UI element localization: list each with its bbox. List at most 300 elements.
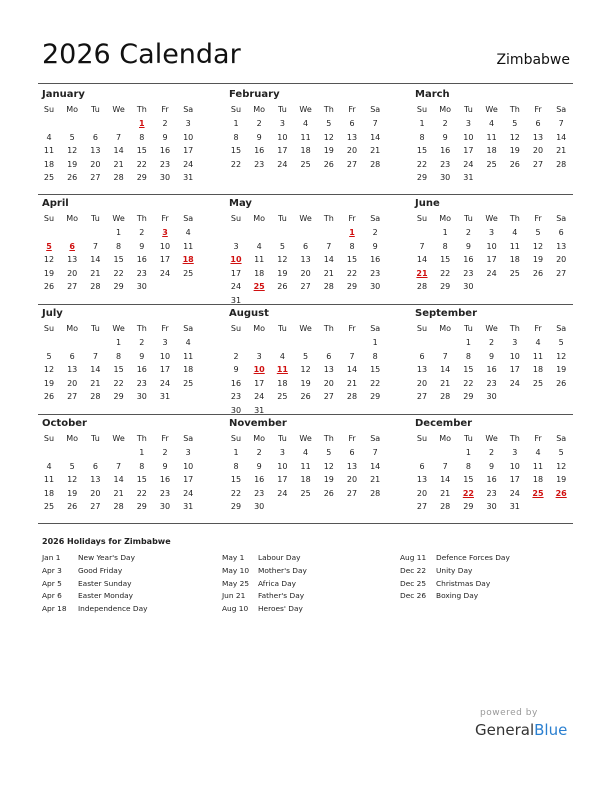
day-cell[interactable]: 13	[556, 241, 567, 251]
day-cell[interactable]: 27	[300, 282, 311, 292]
day-cell[interactable]: 29	[113, 392, 124, 402]
day-cell[interactable]: 22	[370, 378, 381, 388]
day-cell[interactable]: 8	[116, 241, 122, 251]
day-cell[interactable]: 12	[67, 146, 78, 156]
day-cell[interactable]: 19	[43, 378, 55, 388]
holiday-day-cell[interactable]: 22	[462, 488, 474, 498]
day-cell[interactable]: 9	[139, 351, 145, 361]
day-cell[interactable]: 31	[159, 392, 171, 402]
day-cell[interactable]: 14	[440, 365, 451, 375]
holiday-day-cell[interactable]: 11	[276, 365, 288, 375]
day-cell[interactable]: 28	[440, 502, 451, 512]
day-cell[interactable]: 8	[139, 132, 145, 142]
day-cell[interactable]: 21	[113, 488, 124, 498]
day-cell[interactable]: 18	[300, 475, 311, 485]
day-cell[interactable]: 4	[489, 119, 495, 128]
day-cell[interactable]: 8	[139, 461, 145, 471]
day-cell[interactable]: 19	[556, 365, 567, 375]
day-cell[interactable]: 12	[556, 461, 567, 471]
day-cell[interactable]: 28	[416, 282, 428, 292]
day-cell[interactable]: 4	[535, 338, 541, 347]
day-cell[interactable]: 2	[465, 228, 471, 237]
day-cell[interactable]: 13	[416, 475, 428, 485]
day-cell[interactable]: 28	[440, 392, 451, 402]
day-cell[interactable]: 4	[256, 241, 262, 251]
day-cell[interactable]: 16	[370, 255, 381, 265]
day-cell[interactable]: 20	[416, 378, 428, 388]
day-cell[interactable]: 27	[532, 159, 544, 169]
day-cell[interactable]: 10	[183, 461, 194, 471]
day-cell[interactable]: 14	[556, 132, 567, 142]
day-cell[interactable]: 17	[159, 255, 171, 265]
day-cell[interactable]: 2	[139, 338, 145, 347]
day-cell[interactable]: 30	[486, 502, 497, 512]
day-cell[interactable]: 7	[442, 461, 448, 471]
day-cell[interactable]: 27	[346, 159, 358, 169]
day-cell[interactable]: 12	[277, 255, 288, 265]
day-cell[interactable]: 3	[489, 228, 495, 237]
day-cell[interactable]: 10	[277, 132, 288, 142]
day-cell[interactable]: 28	[90, 392, 101, 402]
day-cell[interactable]: 5	[69, 461, 75, 471]
day-cell[interactable]: 14	[90, 255, 101, 265]
day-cell[interactable]: 17	[277, 146, 288, 156]
day-cell[interactable]: 9	[465, 241, 471, 251]
day-cell[interactable]: 7	[372, 119, 378, 128]
day-cell[interactable]: 21	[370, 475, 381, 485]
day-cell[interactable]: 8	[116, 351, 122, 361]
day-cell[interactable]: 20	[67, 378, 78, 388]
day-cell[interactable]: 25	[509, 268, 520, 278]
day-cell[interactable]: 22	[136, 159, 147, 169]
day-cell[interactable]: 29	[463, 392, 474, 402]
day-cell[interactable]: 10	[509, 351, 520, 361]
day-cell[interactable]: 3	[185, 448, 191, 457]
day-cell[interactable]: 23	[136, 378, 147, 388]
day-cell[interactable]: 13	[90, 146, 101, 156]
day-cell[interactable]: 23	[254, 488, 265, 498]
day-cell[interactable]: 1	[233, 119, 239, 128]
day-cell[interactable]: 13	[323, 365, 334, 375]
day-cell[interactable]: 23	[159, 159, 171, 169]
day-cell[interactable]: 5	[303, 351, 309, 361]
day-cell[interactable]: 21	[556, 146, 567, 156]
day-cell[interactable]: 15	[370, 365, 381, 375]
day-cell[interactable]: 1	[465, 338, 471, 347]
day-cell[interactable]: 25	[486, 159, 497, 169]
day-cell[interactable]: 2	[489, 338, 495, 347]
day-cell[interactable]: 6	[349, 448, 355, 457]
day-cell[interactable]: 30	[230, 406, 242, 415]
day-cell[interactable]: 4	[512, 228, 518, 237]
day-cell[interactable]: 1	[372, 338, 378, 347]
day-cell[interactable]: 18	[43, 488, 55, 498]
day-cell[interactable]: 14	[113, 475, 124, 485]
holiday-day-cell[interactable]: 25	[253, 282, 265, 292]
day-cell[interactable]: 10	[159, 351, 171, 361]
day-cell[interactable]: 11	[532, 351, 544, 361]
day-cell[interactable]: 11	[509, 241, 520, 251]
holiday-day-cell[interactable]: 5	[46, 241, 52, 251]
day-cell[interactable]: 7	[558, 119, 564, 128]
day-cell[interactable]: 25	[532, 378, 544, 388]
day-cell[interactable]: 14	[440, 475, 451, 485]
day-cell[interactable]: 27	[556, 268, 567, 278]
day-cell[interactable]: 17	[183, 146, 194, 156]
day-cell[interactable]: 24	[463, 159, 474, 169]
day-cell[interactable]: 24	[277, 159, 288, 169]
day-cell[interactable]: 23	[159, 488, 171, 498]
day-cell[interactable]: 2	[442, 119, 448, 128]
day-cell[interactable]: 19	[67, 488, 78, 498]
day-cell[interactable]: 15	[230, 146, 242, 156]
day-cell[interactable]: 22	[113, 378, 124, 388]
day-cell[interactable]: 26	[43, 392, 55, 402]
day-cell[interactable]: 18	[532, 475, 544, 485]
day-cell[interactable]: 23	[463, 268, 474, 278]
day-cell[interactable]: 11	[532, 461, 544, 471]
day-cell[interactable]: 3	[233, 241, 239, 251]
day-cell[interactable]: 17	[509, 475, 520, 485]
day-cell[interactable]: 17	[230, 268, 242, 278]
day-cell[interactable]: 16	[440, 146, 451, 156]
day-cell[interactable]: 18	[532, 365, 544, 375]
holiday-day-cell[interactable]: 10	[230, 255, 242, 265]
day-cell[interactable]: 11	[254, 255, 265, 265]
day-cell[interactable]: 30	[159, 173, 171, 183]
day-cell[interactable]: 17	[159, 365, 171, 375]
day-cell[interactable]: 16	[230, 378, 242, 388]
day-cell[interactable]: 8	[419, 132, 425, 142]
day-cell[interactable]: 17	[183, 475, 194, 485]
day-cell[interactable]: 14	[113, 146, 124, 156]
day-cell[interactable]: 15	[113, 255, 124, 265]
day-cell[interactable]: 3	[279, 119, 285, 128]
day-cell[interactable]: 25	[183, 378, 194, 388]
day-cell[interactable]: 24	[509, 378, 520, 388]
day-cell[interactable]: 11	[183, 351, 194, 361]
day-cell[interactable]: 15	[346, 255, 358, 265]
day-cell[interactable]: 26	[277, 282, 288, 292]
day-cell[interactable]: 17	[509, 365, 520, 375]
day-cell[interactable]: 27	[416, 392, 428, 402]
day-cell[interactable]: 19	[323, 475, 334, 485]
day-cell[interactable]: 26	[43, 282, 55, 292]
day-cell[interactable]: 28	[113, 173, 124, 183]
day-cell[interactable]: 5	[69, 132, 75, 142]
day-cell[interactable]: 26	[556, 378, 567, 388]
day-cell[interactable]: 5	[512, 119, 518, 128]
day-cell[interactable]: 4	[46, 132, 52, 142]
day-cell[interactable]: 14	[323, 255, 334, 265]
day-cell[interactable]: 30	[136, 392, 147, 402]
day-cell[interactable]: 21	[370, 146, 381, 156]
day-cell[interactable]: 20	[556, 255, 567, 265]
day-cell[interactable]: 14	[416, 255, 428, 265]
day-cell[interactable]: 14	[370, 461, 381, 471]
day-cell[interactable]: 6	[535, 119, 541, 128]
day-cell[interactable]: 2	[139, 228, 145, 237]
holiday-day-cell[interactable]: 1	[349, 228, 355, 237]
day-cell[interactable]: 2	[162, 119, 168, 128]
day-cell[interactable]: 12	[509, 132, 520, 142]
holiday-day-cell[interactable]: 18	[182, 255, 194, 265]
holiday-day-cell[interactable]: 3	[162, 228, 168, 237]
day-cell[interactable]: 2	[372, 228, 378, 237]
day-cell[interactable]: 5	[558, 338, 564, 347]
day-cell[interactable]: 9	[442, 132, 448, 142]
day-cell[interactable]: 2	[489, 448, 495, 457]
day-cell[interactable]: 27	[90, 502, 101, 512]
day-cell[interactable]: 10	[277, 461, 288, 471]
day-cell[interactable]: 23	[486, 378, 497, 388]
day-cell[interactable]: 13	[90, 475, 101, 485]
day-cell[interactable]: 7	[92, 241, 98, 251]
day-cell[interactable]: 13	[346, 461, 358, 471]
day-cell[interactable]: 24	[509, 488, 520, 498]
day-cell[interactable]: 25	[183, 268, 194, 278]
day-cell[interactable]: 26	[323, 159, 334, 169]
day-cell[interactable]: 4	[279, 351, 285, 361]
day-cell[interactable]: 13	[300, 255, 311, 265]
day-cell[interactable]: 22	[230, 488, 242, 498]
day-cell[interactable]: 5	[46, 351, 52, 361]
day-cell[interactable]: 15	[463, 365, 474, 375]
day-cell[interactable]: 24	[486, 268, 497, 278]
day-cell[interactable]: 29	[370, 392, 381, 402]
day-cell[interactable]: 12	[67, 475, 78, 485]
day-cell[interactable]: 6	[69, 351, 75, 361]
day-cell[interactable]: 17	[486, 255, 497, 265]
day-cell[interactable]: 15	[230, 475, 242, 485]
day-cell[interactable]: 31	[183, 173, 194, 183]
day-cell[interactable]: 4	[185, 228, 191, 237]
day-cell[interactable]: 14	[346, 365, 358, 375]
day-cell[interactable]: 6	[419, 351, 425, 361]
day-cell[interactable]: 28	[113, 502, 124, 512]
day-cell[interactable]: 29	[416, 173, 428, 183]
day-cell[interactable]: 6	[326, 351, 332, 361]
day-cell[interactable]: 25	[277, 392, 288, 402]
day-cell[interactable]: 28	[370, 159, 381, 169]
day-cell[interactable]: 1	[116, 228, 122, 237]
day-cell[interactable]: 19	[43, 268, 55, 278]
day-cell[interactable]: 12	[300, 365, 311, 375]
day-cell[interactable]: 19	[300, 378, 311, 388]
day-cell[interactable]: 30	[370, 282, 381, 292]
day-cell[interactable]: 1	[233, 448, 239, 457]
day-cell[interactable]: 29	[230, 502, 242, 512]
day-cell[interactable]: 31	[509, 502, 520, 512]
day-cell[interactable]: 25	[300, 488, 311, 498]
day-cell[interactable]: 23	[440, 159, 451, 169]
day-cell[interactable]: 11	[300, 461, 311, 471]
day-cell[interactable]: 31	[183, 502, 194, 512]
day-cell[interactable]: 21	[90, 268, 101, 278]
day-cell[interactable]: 16	[136, 365, 147, 375]
day-cell[interactable]: 27	[67, 392, 78, 402]
day-cell[interactable]: 6	[92, 461, 98, 471]
day-cell[interactable]: 30	[463, 282, 474, 292]
day-cell[interactable]: 12	[532, 241, 544, 251]
day-cell[interactable]: 21	[323, 268, 334, 278]
day-cell[interactable]: 6	[92, 132, 98, 142]
day-cell[interactable]: 1	[442, 228, 448, 237]
day-cell[interactable]: 27	[346, 488, 358, 498]
day-cell[interactable]: 8	[465, 351, 471, 361]
day-cell[interactable]: 13	[416, 365, 428, 375]
day-cell[interactable]: 5	[558, 448, 564, 457]
day-cell[interactable]: 12	[556, 351, 567, 361]
day-cell[interactable]: 19	[277, 268, 288, 278]
day-cell[interactable]: 29	[463, 502, 474, 512]
day-cell[interactable]: 1	[139, 448, 145, 457]
day-cell[interactable]: 28	[346, 392, 358, 402]
day-cell[interactable]: 9	[489, 461, 495, 471]
holiday-day-cell[interactable]: 6	[69, 241, 75, 251]
day-cell[interactable]: 23	[136, 268, 147, 278]
day-cell[interactable]: 26	[67, 173, 78, 183]
day-cell[interactable]: 3	[512, 448, 518, 457]
day-cell[interactable]: 12	[43, 365, 55, 375]
day-cell[interactable]: 27	[323, 392, 334, 402]
day-cell[interactable]: 26	[300, 392, 311, 402]
day-cell[interactable]: 27	[67, 282, 78, 292]
day-cell[interactable]: 9	[372, 241, 378, 251]
day-cell[interactable]: 16	[254, 475, 265, 485]
day-cell[interactable]: 2	[256, 119, 262, 128]
day-cell[interactable]: 9	[162, 461, 168, 471]
day-cell[interactable]: 31	[230, 296, 242, 305]
day-cell[interactable]: 4	[303, 119, 309, 128]
day-cell[interactable]: 31	[463, 173, 474, 183]
day-cell[interactable]: 24	[183, 488, 194, 498]
day-cell[interactable]: 14	[90, 365, 101, 375]
day-cell[interactable]: 20	[346, 475, 358, 485]
day-cell[interactable]: 19	[556, 475, 567, 485]
day-cell[interactable]: 18	[486, 146, 497, 156]
day-cell[interactable]: 7	[419, 241, 425, 251]
day-cell[interactable]: 11	[43, 146, 55, 156]
day-cell[interactable]: 12	[323, 461, 334, 471]
day-cell[interactable]: 3	[279, 448, 285, 457]
day-cell[interactable]: 24	[254, 392, 265, 402]
day-cell[interactable]: 8	[372, 351, 378, 361]
day-cell[interactable]: 15	[136, 475, 147, 485]
day-cell[interactable]: 5	[326, 448, 332, 457]
day-cell[interactable]: 15	[463, 475, 474, 485]
day-cell[interactable]: 29	[440, 282, 451, 292]
day-cell[interactable]: 23	[254, 159, 265, 169]
day-cell[interactable]: 20	[323, 378, 334, 388]
day-cell[interactable]: 25	[300, 159, 311, 169]
day-cell[interactable]: 12	[43, 255, 55, 265]
day-cell[interactable]: 11	[486, 132, 497, 142]
day-cell[interactable]: 17	[254, 378, 265, 388]
day-cell[interactable]: 23	[370, 268, 381, 278]
day-cell[interactable]: 9	[256, 461, 262, 471]
day-cell[interactable]: 19	[323, 146, 334, 156]
day-cell[interactable]: 31	[254, 406, 265, 415]
day-cell[interactable]: 16	[486, 365, 497, 375]
day-cell[interactable]: 30	[440, 173, 451, 183]
day-cell[interactable]: 16	[159, 146, 171, 156]
day-cell[interactable]: 15	[136, 146, 147, 156]
day-cell[interactable]: 24	[159, 268, 171, 278]
day-cell[interactable]: 8	[442, 241, 448, 251]
day-cell[interactable]: 24	[159, 378, 171, 388]
day-cell[interactable]: 20	[346, 146, 358, 156]
day-cell[interactable]: 28	[323, 282, 334, 292]
day-cell[interactable]: 24	[277, 488, 288, 498]
day-cell[interactable]: 4	[303, 448, 309, 457]
day-cell[interactable]: 26	[323, 488, 334, 498]
day-cell[interactable]: 20	[300, 268, 311, 278]
day-cell[interactable]: 22	[113, 268, 124, 278]
day-cell[interactable]: 30	[486, 392, 497, 402]
day-cell[interactable]: 18	[277, 378, 288, 388]
day-cell[interactable]: 29	[346, 282, 358, 292]
day-cell[interactable]: 3	[162, 338, 168, 347]
day-cell[interactable]: 19	[532, 255, 544, 265]
day-cell[interactable]: 5	[326, 119, 332, 128]
day-cell[interactable]: 29	[136, 173, 147, 183]
day-cell[interactable]: 7	[372, 448, 378, 457]
day-cell[interactable]: 17	[463, 146, 474, 156]
day-cell[interactable]: 7	[442, 351, 448, 361]
day-cell[interactable]: 8	[465, 461, 471, 471]
day-cell[interactable]: 21	[440, 488, 451, 498]
day-cell[interactable]: 22	[346, 268, 358, 278]
holiday-day-cell[interactable]: 25	[532, 488, 544, 498]
day-cell[interactable]: 30	[136, 282, 147, 292]
day-cell[interactable]: 8	[349, 241, 355, 251]
day-cell[interactable]: 28	[90, 282, 101, 292]
day-cell[interactable]: 19	[67, 159, 78, 169]
day-cell[interactable]: 9	[139, 241, 145, 251]
day-cell[interactable]: 20	[90, 488, 101, 498]
day-cell[interactable]: 19	[509, 146, 520, 156]
day-cell[interactable]: 15	[416, 146, 428, 156]
day-cell[interactable]: 8	[233, 132, 239, 142]
day-cell[interactable]: 4	[535, 448, 541, 457]
day-cell[interactable]: 10	[183, 132, 194, 142]
day-cell[interactable]: 13	[532, 132, 544, 142]
day-cell[interactable]: 2	[256, 448, 262, 457]
day-cell[interactable]: 16	[136, 255, 147, 265]
day-cell[interactable]: 10	[159, 241, 171, 251]
day-cell[interactable]: 29	[113, 282, 124, 292]
day-cell[interactable]: 21	[346, 378, 358, 388]
day-cell[interactable]: 27	[416, 502, 428, 512]
day-cell[interactable]: 6	[419, 461, 425, 471]
day-cell[interactable]: 7	[349, 351, 355, 361]
day-cell[interactable]: 10	[509, 461, 520, 471]
day-cell[interactable]: 26	[509, 159, 520, 169]
holiday-day-cell[interactable]: 26	[555, 488, 567, 498]
day-cell[interactable]: 3	[256, 351, 262, 361]
day-cell[interactable]: 1	[465, 448, 471, 457]
day-cell[interactable]: 13	[67, 365, 78, 375]
day-cell[interactable]: 5	[535, 228, 541, 237]
day-cell[interactable]: 12	[323, 132, 334, 142]
day-cell[interactable]: 7	[326, 241, 332, 251]
generalblue-logo[interactable]	[475, 720, 567, 740]
day-cell[interactable]: 24	[230, 282, 242, 292]
day-cell[interactable]: 2	[162, 448, 168, 457]
day-cell[interactable]: 10	[463, 132, 474, 142]
day-cell[interactable]: 21	[113, 159, 124, 169]
